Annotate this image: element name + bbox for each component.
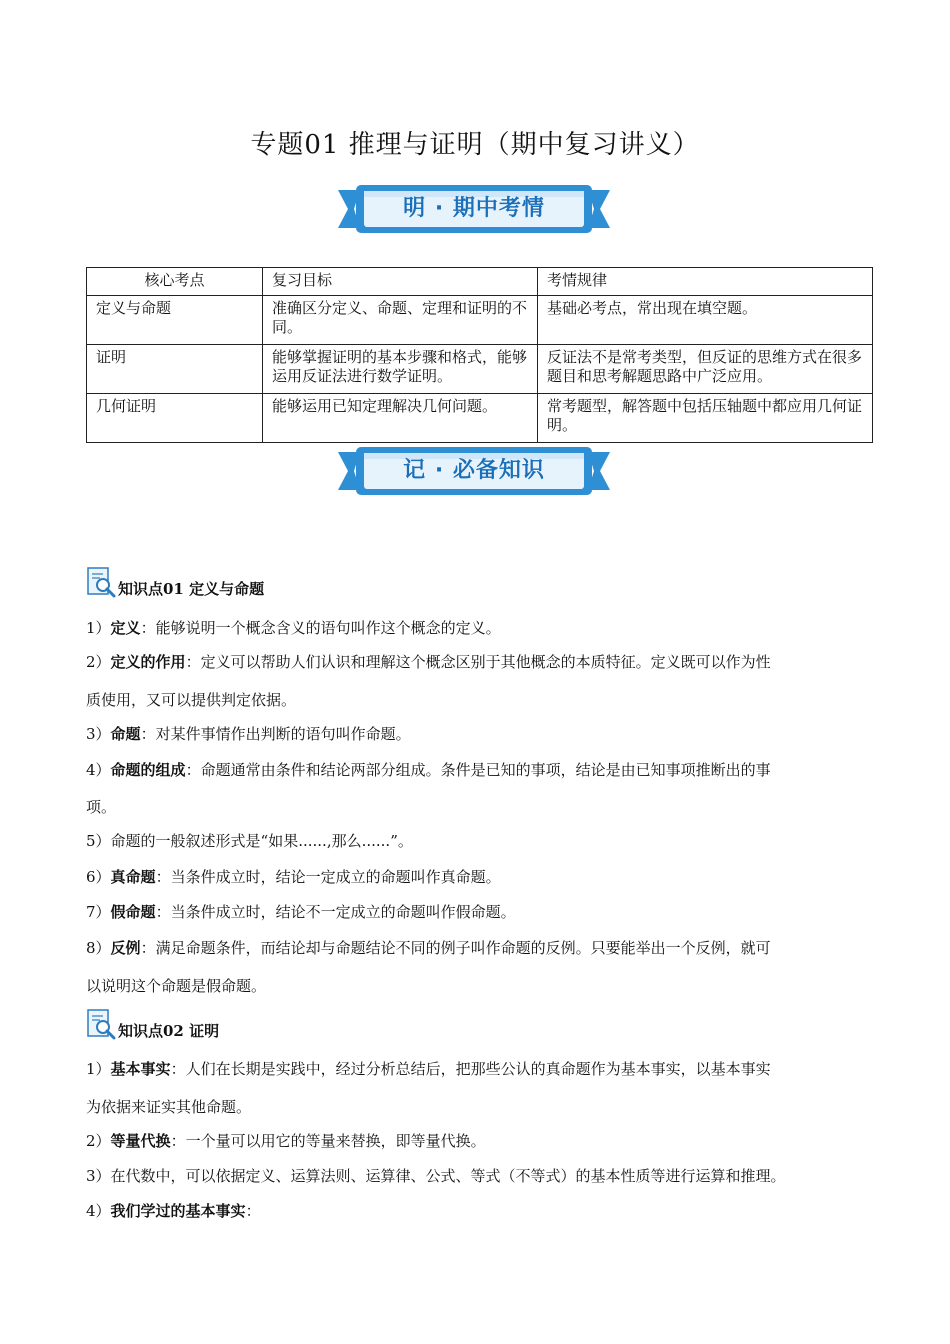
knowledge-point-title: 知识点01 定义与命题 xyxy=(118,580,265,598)
table-row xyxy=(87,394,873,443)
table-header: 核心考点 xyxy=(87,268,263,296)
table-header: 考情规律 xyxy=(538,268,873,296)
table-cell: 证明 xyxy=(87,345,263,394)
knowledge-point-title: 知识点02 证明 xyxy=(118,1022,220,1040)
table-cell: 准确区分定义、命题、定理和证明的不同。 xyxy=(263,296,538,345)
list-item: 6）真命题：当条件成立时，结论一定成立的命题叫作真命题。 xyxy=(86,868,501,886)
table-cell: 基础必考点，常出现在填空题。 xyxy=(538,296,873,345)
list-item: 4）命题的组成：命题通常由条件和结论两部分组成。条件是已知的事项，结论是由已知事项推断出的事 xyxy=(86,761,771,779)
table-cell: 反证法不是常考类型，但反证的思维方式在很多题目和思考解题思路中广泛应用。 xyxy=(538,345,873,394)
knowledge-banner-label: 记 · 必备知识 xyxy=(403,458,545,483)
table-header-row xyxy=(87,268,873,296)
table-cell: 定义与命题 xyxy=(87,296,263,345)
list-item: 1）定义：能够说明一个概念含义的语句叫作这个概念的定义。 xyxy=(86,619,501,637)
exam-banner xyxy=(338,182,610,236)
magnifier-document-icon xyxy=(86,1008,118,1042)
list-item: 4）我们学过的基本事实： xyxy=(86,1202,261,1220)
table-header: 复习目标 xyxy=(263,268,538,296)
list-item: 7）假命题：当条件成立时，结论不一定成立的命题叫作假命题。 xyxy=(86,903,516,921)
table-cell: 能够掌握证明的基本步骤和格式，能够运用反证法进行数学证明。 xyxy=(263,345,538,394)
list-item-continued: 项。 xyxy=(86,798,117,816)
list-item: 3）命题：对某件事情作出判断的语句叫作命题。 xyxy=(86,725,411,743)
page-title: 专题01 推理与证明（期中复习讲义） xyxy=(250,130,700,160)
exam-banner-label: 明 · 期中考情 xyxy=(403,196,545,221)
table-cell: 能够运用已知定理解决几何问题。 xyxy=(263,394,538,443)
list-item: 2）定义的作用：定义可以帮助人们认识和理解这个概念区别于其他概念的本质特征。定义既可以作为性 xyxy=(86,653,771,671)
list-item: 2）等量代换：一个量可以用它的等量来替换，即等量代换。 xyxy=(86,1132,486,1150)
knowledge-banner xyxy=(338,444,610,498)
table-row xyxy=(87,345,873,394)
exam-table xyxy=(86,267,873,443)
list-item-continued: 以说明这个命题是假命题。 xyxy=(86,977,267,995)
list-item: 3）在代数中，可以依据定义、运算法则、运算律、公式、等式（不等式）的基本性质等进行运算和推理。 xyxy=(86,1167,786,1185)
table-cell: 几何证明 xyxy=(87,394,263,443)
list-item-continued: 质使用，又可以提供判定依据。 xyxy=(86,691,297,709)
list-item: 1）基本事实：人们在长期是实践中，经过分析总结后，把那些公认的真命题作为基本事实，以基本事实 xyxy=(86,1060,771,1078)
table-cell: 常考题型，解答题中包括压轴题中都应用几何证明。 xyxy=(538,394,873,443)
list-item: 5）命题的一般叙述形式是“如果......,那么......”。 xyxy=(86,832,413,850)
table-row xyxy=(87,296,873,345)
list-item-continued: 为依据来证实其他命题。 xyxy=(86,1098,252,1116)
list-item: 8）反例：满足命题条件，而结论却与命题结论不同的例子叫作命题的反例。只要能举出一个反例，就可 xyxy=(86,939,771,957)
magnifier-document-icon xyxy=(86,566,118,600)
